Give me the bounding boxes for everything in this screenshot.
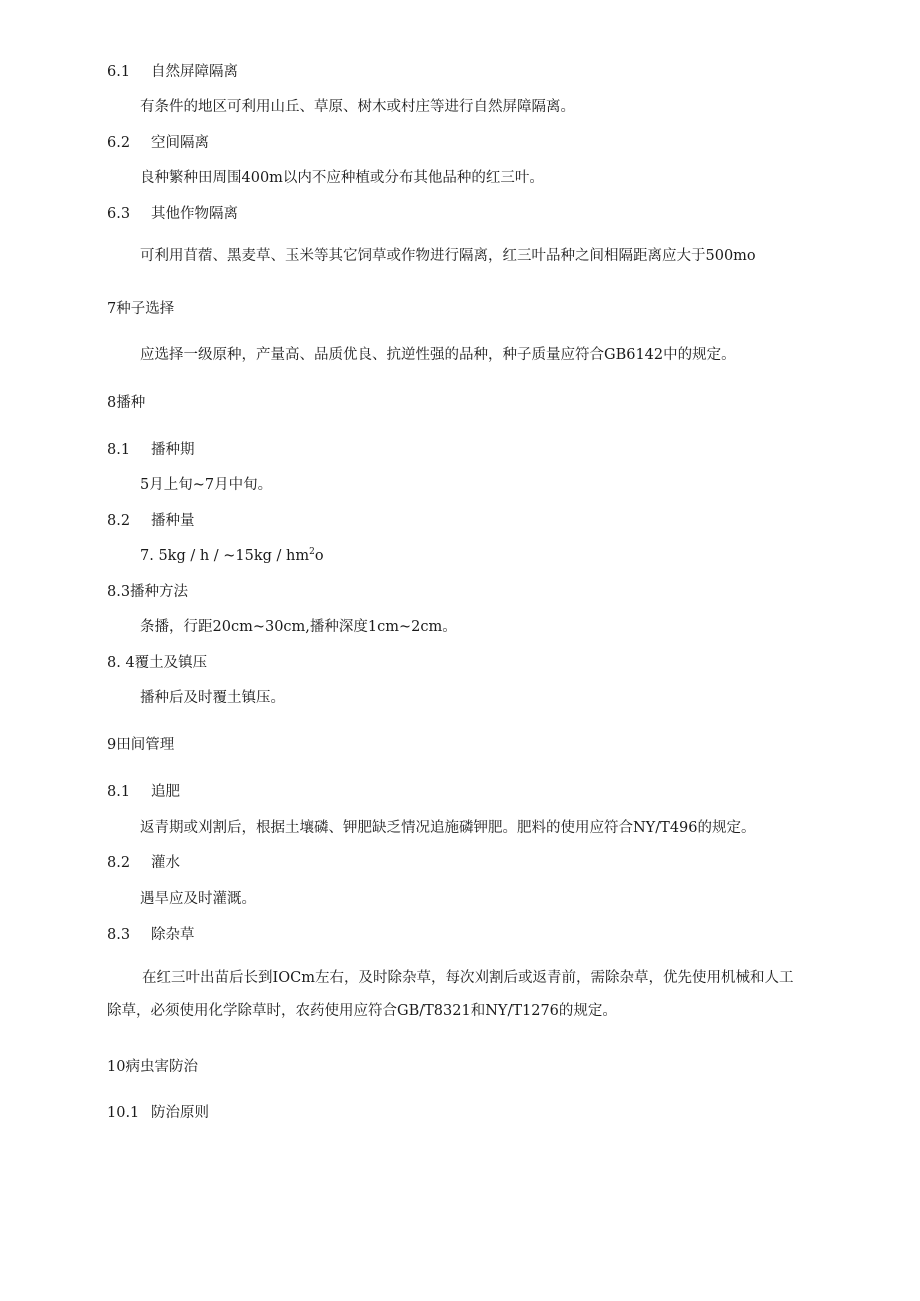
section-heading-8-2	[107, 511, 195, 531]
section-title: 播种期	[151, 442, 195, 458]
section-title: 防治原则	[151, 1105, 209, 1121]
paragraph-8-2	[140, 546, 324, 566]
paragraph-9-1: 返青期或刈割后，根据土壤磷、钾肥缺乏情况追施磷钾肥。肥料的使用应符合NY/T496的规定。	[140, 820, 756, 836]
paragraph-6-3: 可利用苜蓿、黑麦草、玉米等其它饲草或作物进行隔离，红三叶品种之间相隔距离应大于500mo	[140, 248, 756, 264]
section-number: 6.3	[107, 206, 131, 222]
section-number: 8.2	[107, 855, 131, 871]
paragraph-6-2: 良种繁种田周围400m以内不应种植或分布其他品种的红三叶。	[140, 170, 544, 186]
section-heading-6-2	[107, 133, 209, 153]
paragraph-8-1: 5月上旬~7月中旬。	[140, 477, 273, 493]
section-heading-9: 9田间管理	[107, 737, 175, 753]
section-title: 灌水	[151, 855, 180, 871]
section-number: 10.1	[107, 1105, 140, 1121]
section-heading-8-3: 8.3播种方法	[107, 584, 189, 600]
seeding-rate-text: 7. 5kg / h / ~15kg / hm	[140, 548, 310, 564]
section-number: 8.1	[107, 442, 131, 458]
paragraph-8-4: 播种后及时覆土镇压。	[140, 690, 285, 706]
paragraph-7: 应选择一级原种，产量高、品质优良、抗逆性强的品种，种子质量应符合GB6142中的规定。	[140, 347, 736, 363]
section-number: 6.2	[107, 135, 131, 151]
section-heading-9-1	[107, 782, 180, 802]
section-number: 6.1	[107, 64, 131, 80]
superscript: 2	[309, 547, 315, 557]
section-heading-6-3	[107, 204, 238, 224]
section-heading-10: 10病虫害防治	[107, 1059, 198, 1075]
section-title: 其他作物隔离	[151, 206, 238, 222]
paragraph-6-1: 有条件的地区可利用山丘、草原、树木或村庄等进行自然屏障隔离。	[140, 99, 575, 115]
paragraph-9-2: 遇旱应及时灌溉。	[140, 891, 256, 907]
section-number: 8.3	[107, 927, 131, 943]
section-heading-7: 7种子选择	[107, 301, 175, 317]
seeding-rate-tail: o	[314, 548, 324, 564]
section-heading-9-2	[107, 853, 180, 873]
section-heading-8-4: 8. 4覆土及镇压	[107, 655, 208, 671]
section-title: 自然屏障隔离	[151, 64, 238, 80]
paragraph-8-3: 条播，行距20cm~30cm,播种深度1cm~2cm。	[140, 619, 457, 635]
section-heading-9-3	[107, 925, 195, 945]
paragraph-9-3: 在红三叶出苗后长到IOCm左右，及时除杂草，每次刈割后或返青前，需除杂草，优先使用机械和人工除草，必须使用化学除草时，农药使用应符合GB/T8321和NY/T1276的规定。	[107, 970, 794, 1019]
section-title: 除杂草	[151, 927, 195, 943]
section-title: 空间隔离	[151, 135, 209, 151]
section-heading-8: 8播种	[107, 395, 146, 411]
section-number: 8.2	[107, 513, 131, 529]
section-heading-6-1	[107, 62, 238, 82]
section-number: 8.1	[107, 784, 131, 800]
section-heading-10-1	[107, 1103, 209, 1123]
section-title: 追肥	[151, 784, 180, 800]
section-heading-8-1	[107, 440, 195, 460]
section-title: 播种量	[151, 513, 195, 529]
